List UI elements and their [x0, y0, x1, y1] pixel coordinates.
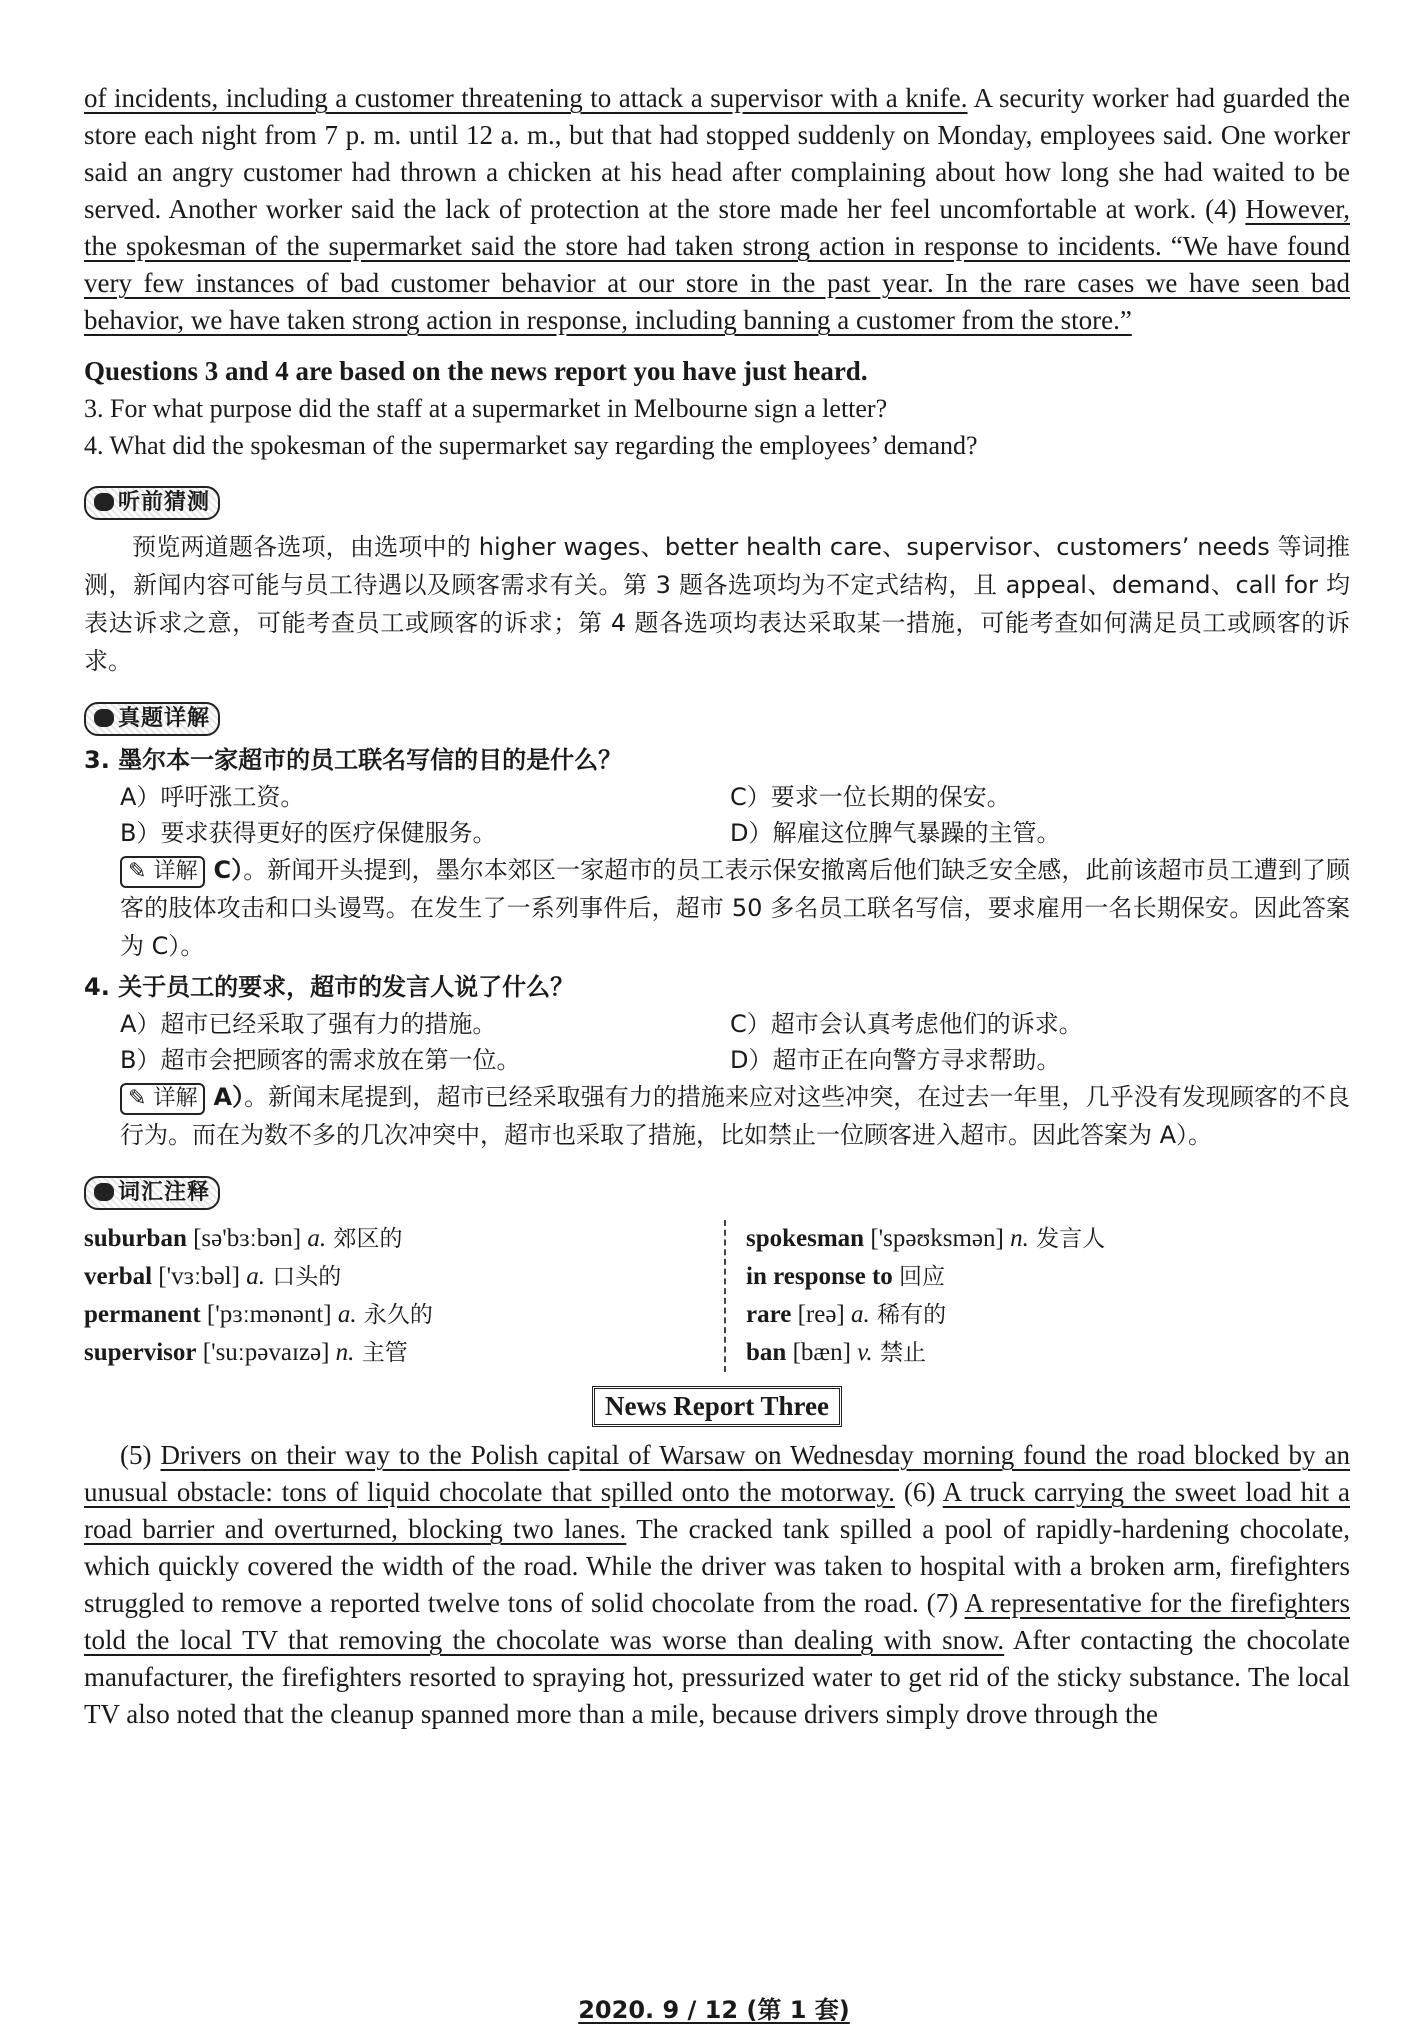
vocab-ipa: [sə'bɜːbən] [186, 1225, 308, 1252]
plain-text: After contacting the chocolate manufacturer, the firefighters resorted to spraying hot, pressurized water to get rid of the sticky substance. The local TV also noted that the cleanup spanned more than a mile, because drivers simply drove through the [84, 1625, 1351, 1729]
answer: A） [213, 1083, 245, 1111]
underlined-sentence: of incidents, including a customer threatening to attack a supervisor with a knife. [84, 83, 968, 113]
vocab-entry [84, 1334, 724, 1372]
vocab-entry [84, 1258, 724, 1296]
vocab-entry [84, 1296, 724, 1334]
predict-badge [84, 486, 220, 520]
vocab-column-right [724, 1220, 1324, 1372]
news-report-three [84, 1437, 1350, 1733]
vocab-badge [84, 1176, 220, 1210]
vocab-pos: a. [307, 1225, 327, 1252]
headphone-icon [94, 493, 114, 511]
option-a: A）呼吁涨工资。 [120, 783, 305, 811]
vocab-meaning: 回应 [899, 1264, 946, 1290]
explain-item-3 [84, 742, 1350, 965]
option-b: B）要求获得更好的医疗保健服务。 [120, 819, 497, 847]
vocab-word: in response to [746, 1263, 893, 1290]
vocab-entry [746, 1220, 1324, 1258]
explain-badge [84, 702, 220, 736]
vocab-word: ban [746, 1339, 787, 1366]
vocab-pos: n. [1010, 1225, 1029, 1252]
vocab-ipa: ['vɜːbəl] [152, 1263, 247, 1290]
badge-label: 真题详解 [118, 706, 211, 731]
explain-item-4 [84, 969, 1350, 1154]
book-icon [94, 709, 114, 727]
vocab-pos: a. [246, 1263, 265, 1290]
underlined-sentence: A truck carrying the sweet load hit a road barrier and overturned, blocking two lanes. [84, 1477, 1350, 1544]
questions-heading: Questions 3 and 4 are based on the news report you have just heard. [84, 356, 868, 386]
vocab-meaning: 禁止 [872, 1340, 926, 1366]
vocab-meaning: 郊区的 [326, 1226, 403, 1252]
vocab-entry [746, 1258, 1324, 1296]
option-b: B）超市会把顾客的需求放在第一位。 [120, 1046, 521, 1074]
vocab-badge-row [84, 1176, 1350, 1210]
vocab-ipa: ['suːpəvaɪzə] [196, 1339, 336, 1366]
option-a: A）超市已经采取了强有力的措施。 [120, 1010, 497, 1038]
vocab-meaning: 永久的 [356, 1302, 433, 1328]
plain-text: The cracked tank spilled a pool of rapidly-hardening chocolate, which quickly covered the width of the road. While the driver was taken to hospital with a broken arm, firefighters struggled to remove a reported twelve tons of solid chocolate from the road. (7) [84, 1514, 1350, 1618]
vocab-meaning: 主管 [354, 1340, 408, 1366]
option-d: D）解雇这位脾气暴躁的主管。 [730, 819, 1061, 847]
explain-tag-label: 详解 [153, 1086, 198, 1111]
option-c: C）超市会认真考虑他们的诉求。 [730, 1010, 1083, 1038]
vocab-pos: a. [337, 1301, 357, 1328]
vocab-ipa: ['pɜːmənənt] [200, 1301, 338, 1328]
explanation-text: 。新闻末尾提到，超市已经采取强有力的措施来应对这些冲突，在过去一年里，几乎没有发现顾客的不良行为。而在为数不多的几次冲突中，超市也采取了措施，比如禁止一位顾客进入超市。因此答案为 A）。 [120, 1083, 1351, 1149]
vocab-meaning: 发言人 [1028, 1226, 1106, 1252]
predict-badge-row [84, 486, 1350, 520]
vocab-word: permanent [84, 1301, 201, 1328]
page-content [84, 80, 1350, 1733]
vocab-entry [746, 1296, 1324, 1334]
badge-label: 词汇注释 [118, 1180, 211, 1205]
marker-6: (6) [894, 1477, 943, 1507]
explain-badge-row [84, 702, 1350, 736]
explanation-text: 。新闻开头提到，墨尔本郊区一家超市的员工表示保安撤离后他们缺乏安全感，此前该超市员工遭到了顾客的肢体攻击和口头谩骂。在发生了一系列事件后，超市 50 多名员工联名写信，要求雇用一名长期保安。因此答案为 C）。 [120, 856, 1350, 960]
vocab-word: rare [746, 1301, 792, 1328]
options [84, 779, 1350, 851]
plain-text: A security worker had guarded the store each night from 7 p. m. until 12 a. m., but that had stopped suddenly on Monday, employees said. One worker said an angry customer had thrown a chicken at his head after complaining about how long she had waited to be served. Another worker said the lack of protection at the store made her feel uncomfortable at work. (4) [84, 83, 1350, 224]
explain-question: 4. 关于员工的要求，超市的发言人说了什么？ [84, 973, 575, 1001]
explanation [84, 851, 1350, 965]
news-report-two-tail [84, 80, 1350, 339]
vocab-column-left [84, 1220, 724, 1372]
explain-tag: ✎ 详解 [120, 856, 205, 888]
explanation [84, 1078, 1350, 1154]
vocab-ipa: ['spəʊksmən] [864, 1225, 1011, 1252]
vocab-meaning: 稀有的 [869, 1302, 947, 1328]
question-4: 4. What did the spokesman of the supermarket say regarding the employees’ demand? [84, 431, 978, 460]
vocab-ipa: [bæn] [786, 1339, 858, 1366]
underlined-sentence: However, the spokesman of the supermarket said the store had taken strong action in response to incidents. “We have found very few instances of bad customer behavior at our store in the past year. In the rare cases we have seen bad behavior, we have taken strong action in response, including banning a customer from the store.” [84, 194, 1350, 335]
predict-text: 预览两道题各选项，由选项中的 higher wages、better health care、supervisor、customers’ needs 等词推测，新闻内容可能与员工待遇以及顾客需求有关。第 3 题各选项均为不定式结构，且 appeal、demand、call for 均表达诉求之意，可能考查员工或顾客的诉求；第 4 题各选项均表达采取某一措施，可能考查如何满足员工或顾客的诉求。 [84, 533, 1350, 675]
footer-label: 2020. 9 / 12 (第 1 套) [578, 1996, 850, 2024]
vocab-ipa: [reə] [791, 1301, 852, 1328]
explain-tag: ✎ 详解 [120, 1083, 205, 1115]
vocab-pos: n. [335, 1339, 355, 1366]
vocab-word: suburban [84, 1225, 187, 1252]
vocab-pos: a. [851, 1301, 870, 1328]
marker-5: (5) [120, 1440, 161, 1470]
page-footer [0, 1990, 1428, 2025]
vocab-meaning: 口头的 [264, 1264, 342, 1290]
explain-tag-label: 详解 [153, 859, 198, 884]
answer: C） [213, 856, 244, 884]
explain-question: 3. 墨尔本一家超市的员工联名写信的目的是什么？ [84, 746, 623, 774]
option-d: D）超市正在向警方寻求帮助。 [730, 1046, 1061, 1074]
vocab-entry [84, 1220, 724, 1258]
vocab-pos: v. [857, 1339, 873, 1366]
question-3: 3. For what purpose did the staff at a supermarket in Melbourne sign a letter? [84, 394, 888, 423]
report-three-title: News Report Three [592, 1386, 842, 1427]
options [84, 1006, 1350, 1078]
dictionary-icon [94, 1183, 114, 1201]
badge-label: 听前猜测 [118, 490, 211, 515]
vocab-word: supervisor [84, 1339, 197, 1366]
underlined-sentence: A representative for the firefighters told the local TV that removing the chocolate was worse than dealing with snow. [84, 1588, 1350, 1655]
underlined-sentence: Drivers on their way to the Polish capital of Warsaw on Wednesday morning found the road blocked by an unusual obstacle: tons of liquid chocolate that spilled onto the motorway. [84, 1440, 1350, 1507]
vocab-word: verbal [84, 1263, 153, 1290]
option-c: C）要求一位长期的保安。 [730, 783, 1011, 811]
report-three-title-box [84, 1386, 1350, 1427]
vocab-entry [746, 1334, 1324, 1372]
vocab-list [84, 1220, 1350, 1372]
vocab-word: spokesman [746, 1225, 865, 1252]
